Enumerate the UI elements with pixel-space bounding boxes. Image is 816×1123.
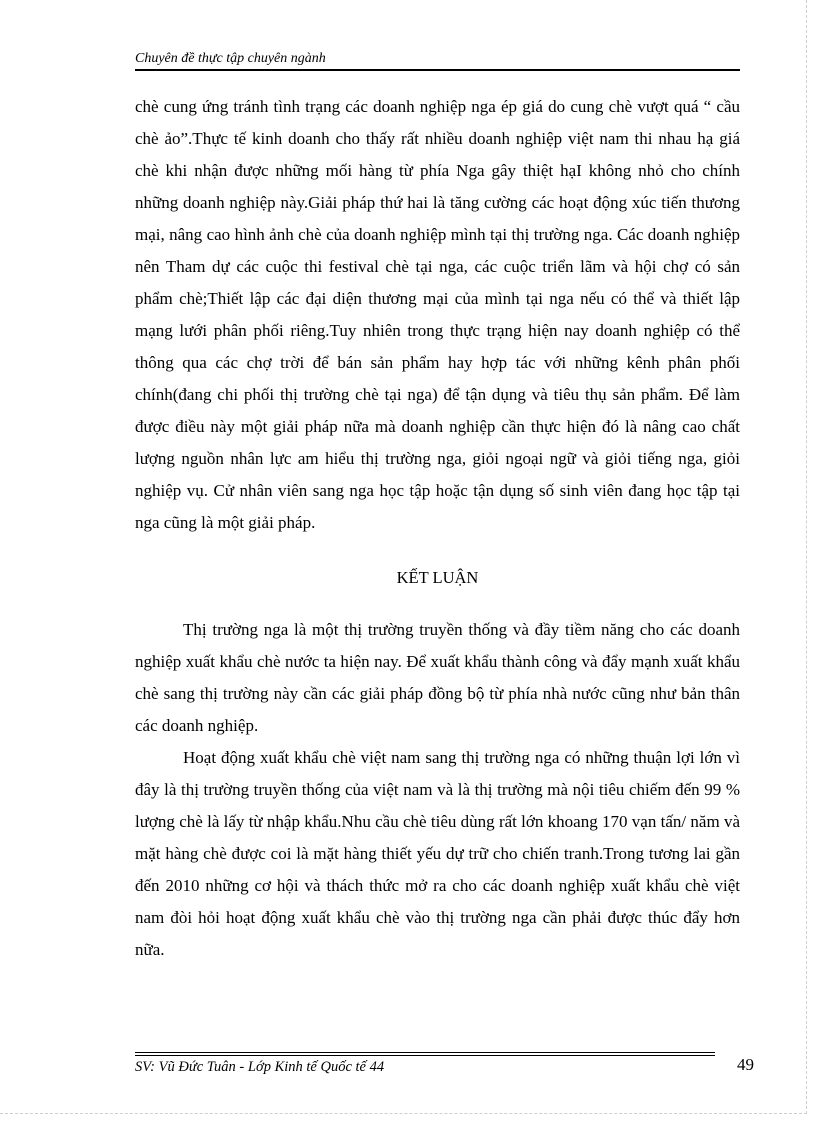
paragraph-1: chè cung ứng tránh tình trạng các doanh nghiệp nga ép giá do cung chè vượt quá “ cầu chè ảo”.Thực tế kinh doanh cho thấy rất nhiều doanh nghiệp việt nam thi nhau hạ giá chè khi nhận được những mối hàng từ phía Nga gây thiệt hạI không nhỏ cho chính những doanh nghiệp này.Giải pháp thứ hai là tăng cường các hoạt động xúc tiến thương mại, nâng cao hình ảnh chè của doanh nghiệp mình tại thị trường nga. Các doanh nghiệp nên Tham dự các cuộc thi festival chè tại nga, các cuộc triển lãm và hội chợ có sản phẩm chè;Thiết lập các đại diện thương mại của mình tại nga nếu có thể và thiết lập mạng lưới phân phối riêng.Tuy nhiên trong thực trạng hiện nay doanh nghiệp có thể thông qua các chợ trời để bán sản phẩm hay hợp tác với những kênh phân phối chính(đang chi phối thị trường chè tại nga) để tận dụng và tiêu thụ sản phẩm. Để làm được điều này một giải pháp nữa mà doanh nghiệp cần thực hiện đó là nâng cao chất lượng nguồn nhân lực am hiểu thị trường nga, giỏi ngoại ngữ và giỏi tiếng nga, giỏi nghiệp vụ. Cử nhân viên sang nga học tập hoặc tận dụng số sinh viên đang học tập tại nga cũng là một giải pháp.	[135, 97, 740, 532]
document-body	[135, 91, 740, 966]
paragraph-2: Thị trường nga là một thị trường truyền thống và đầy tiềm năng cho các doanh nghiệp xuất khẩu chè nước ta hiện nay. Để xuất khẩu thành công và đẩy mạnh xuất khẩu chè sang thị trường này cần các giải pháp đồng bộ từ phía nhà nước cũng như bản thân các doanh nghiệp.	[135, 620, 740, 735]
header-rule	[135, 69, 740, 71]
footer-author: SV: Vũ Đức Tuân - Lớp Kinh tế Quốc tế 44	[135, 1059, 385, 1075]
footer-rule-top	[135, 1052, 715, 1053]
section-title: KẾT LUẬN	[396, 568, 479, 587]
running-header: Chuyên đề thực tập chuyên ngành	[135, 51, 326, 66]
paragraph-3: Hoạt động xuất khẩu chè việt nam sang thị trường nga có những thuận lợi lớn vì đây là thị trường truyền thống của việt nam và là thị trường mà nội tiêu chiếm đến 99 % lượng chè là lấy từ nhập khẩu.Nhu cầu chè tiêu dùng rất lớn khoang 170 vạn tấn/ năm và mặt hàng chè được coi là mặt hàng thiết yếu dự trữ cho chiến tranh.Trong tương lai gần đến 2010 những cơ hội và thách thức mở ra cho các doanh nghiệp xuất khẩu chè việt nam đòi hỏi hoạt động xuất khẩu chè vào thị trường nga cần phải được thúc đẩy hơn nữa.	[135, 748, 740, 959]
footer-rule-bottom	[135, 1055, 715, 1056]
page-number: 49	[737, 1055, 754, 1074]
